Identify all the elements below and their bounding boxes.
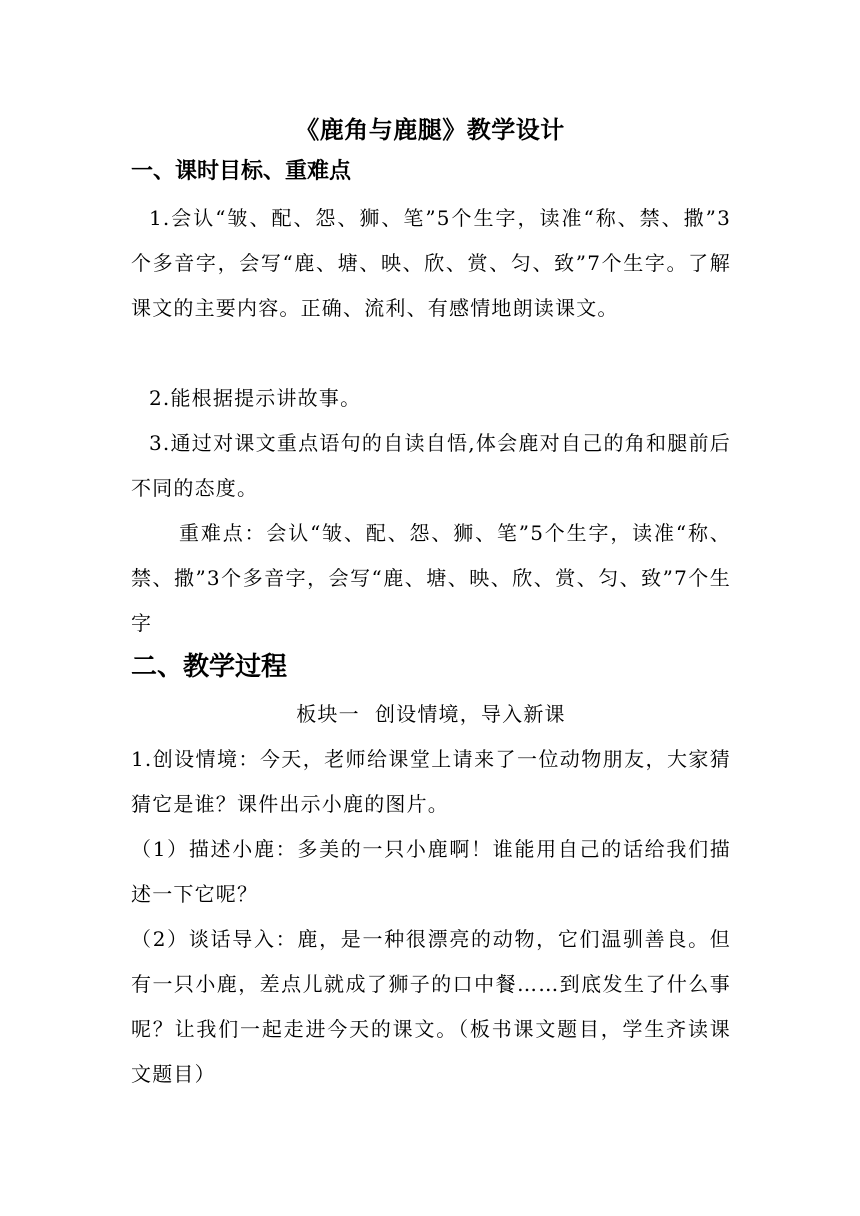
step-paragraph-1-2: （2）谈话导入：鹿，是一种很漂亮的动物，它们温驯善良。但有一只小鹿，差点儿就成了狮子的口中餐……到底发生了什么事呢？让我们一起走进今天的课文。（板书课文题目，学生齐读课文题目） [131, 927, 731, 1086]
document-title: 《鹿角与鹿腿》教学设计 [295, 116, 565, 144]
block-title: 板块一 创设情境，导入新课 [296, 702, 566, 726]
section-heading-objectives: 一、课时目标、重难点 [131, 159, 352, 184]
goal-paragraph-2: 2.能根据提示讲故事。 [149, 386, 362, 410]
goal-paragraph-1: 1.会认“皱、配、怨、狮、笔”5个生字，读准“称、禁、撒”3个多音字，会写“鹿、塘、映、欣、赏、匀、致”7个生字。了解课文的主要内容。正确、流利、有感情地朗读课文。 [131, 206, 731, 320]
goal-paragraph-3: 3.通过对课文重点语句的自读自悟,体会鹿对自己的角和腿前后不同的态度。 [131, 431, 731, 500]
section-heading-process: 二、教学过程 [131, 652, 288, 682]
step-paragraph-1-1: （1）描述小鹿：多美的一只小鹿啊！谁能用自己的话给我们描述一下它呢？ [131, 837, 731, 906]
key-points-paragraph: 重难点：会认“皱、配、怨、狮、笔”5个生字，读准“称、禁、撒”3个多音字，会写“鹿、塘、映、欣、赏、匀、致”7个生字 [131, 521, 731, 635]
step-paragraph-1: 1.创设情境：今天，老师给课堂上请来了一位动物朋友，大家猜猜它是谁？课件出示小鹿的图片。 [131, 747, 731, 816]
